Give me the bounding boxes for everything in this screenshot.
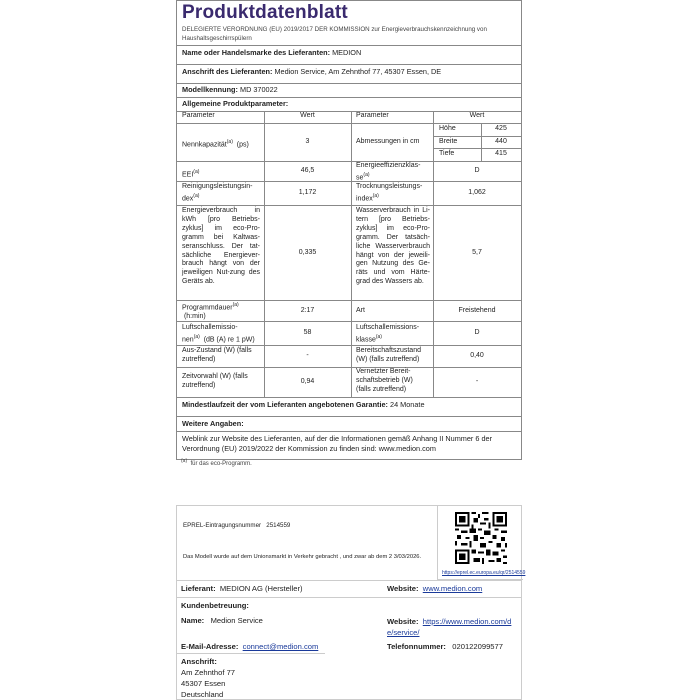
wasserverbrauch-label: Wasserverbrauch in Li-tern [pro Betriebs-zyklus] im eco-Pro-gramm. Der tatsäch-liche Wasserverbrauch hängt von der jeweili-gen Nutzung des Ge-räts und vom Härte-grad des Wassers ab. xyxy=(356,207,430,286)
website-line: Website: www.medion.com xyxy=(387,584,483,593)
aus-zustand-value: - xyxy=(306,352,309,359)
qr-panel xyxy=(437,506,526,580)
luftschallemissionen-value: 58 xyxy=(303,329,312,336)
luftschallemissionsklasse-label: Luftschallemissions- klasse$^{(a)}$ xyxy=(356,324,420,344)
bereitschaftszustand-value: 0,40 xyxy=(470,352,484,359)
luftschallemissionsklasse-value: D xyxy=(474,329,480,336)
garantie-label: Mindestlaufzeit der vom Lieferanten angebotenen Garantie: xyxy=(182,400,388,409)
vernetzter-bereitschaftsbetrieb-label: Vernetzter Bereit- schaftsbetrieb (W) (falls zutreffend) xyxy=(356,368,413,393)
lieferant-line: Lieferant: MEDION AG (Hersteller) xyxy=(181,584,303,593)
trocknungsleistungsindex-value: 1,062 xyxy=(468,189,486,196)
regulation-subtitle: DELEGIERTE VERORDNUNG (EU) 2019/2017 DER KOMMISSION zur Energieverbrauchskennzeichnung von Haushaltsgeschirrspülern xyxy=(182,26,487,42)
breite-label: Breite xyxy=(439,138,458,145)
vernetzter-bereitschaftsbetrieb-value: - xyxy=(475,378,479,385)
garantie-row xyxy=(177,397,521,416)
supplier-label: Name oder Handelsmarke des Lieferanten: xyxy=(182,48,331,57)
page-title: Produktdatenblatt xyxy=(182,2,348,23)
supplier-value: MEDION xyxy=(332,48,362,57)
luftschallemissionen-label: Luftschallemissio- nen$^{(a)}$ (dB (A) re 1 pW) xyxy=(182,324,255,344)
energieeffizienzklasse-value: D xyxy=(474,167,480,174)
programmdauer-value: 2:17 xyxy=(300,307,315,314)
model-row xyxy=(177,83,521,97)
email-line: E-Mail-Adresse: connect@medion.com xyxy=(181,642,319,651)
zeitvorwahl-value: 0,94 xyxy=(300,378,315,385)
programmdauer-label: Programmdauer$^{(a)}$ (h:min) xyxy=(182,302,239,321)
reinigungsleistungsindex-label: Reinigungsleistungsin- dex$^{(a)}$ xyxy=(182,183,253,203)
header-value-left: Wert xyxy=(300,112,315,119)
kundenbetreuung-heading: Kundenbetreuung: xyxy=(181,601,249,610)
tiefe-label: Tiefe xyxy=(439,150,455,157)
nennkapazitaet-value: 3 xyxy=(305,138,310,145)
bereitschaftszustand-label: Bereitschaftszustand (W) (falls zutreffend) xyxy=(356,347,421,363)
address-value: Medion Service, Am Zehnthof 77, 45307 Essen, DE xyxy=(274,67,442,76)
service-website-link-2[interactable]: e/service/ xyxy=(387,628,420,637)
address-label: Anschrift des Lieferanten: xyxy=(182,67,273,76)
weitere-angaben-row xyxy=(177,416,521,431)
weitere-angaben-heading: Weitere Angaben: xyxy=(182,419,244,428)
garantie-value: 24 Monate xyxy=(390,400,425,409)
weblink-text: Weblink zur Website des Lieferanten, auf der die Informationen gemäß Anhang II Nummer 6 der Verordnung (EU) 2019/2022 der Kommission zu finden sind: www.medion.com xyxy=(182,434,493,453)
footnote: $^{(a)}$ für das eco-Programm. xyxy=(181,458,252,467)
anschrift-address: Am Zehnthof 77 45307 Essen Deutschland xyxy=(181,668,236,699)
market-text: Das Modell wurde auf dem Unionsmarkt in Verkehr gebracht , und zwar ab dem 2 3/03/2026. xyxy=(183,554,422,560)
service-website-link-1[interactable]: https://www.medion.com/d xyxy=(422,617,512,626)
model-label: Modellkennung: xyxy=(182,85,238,94)
general-parameters-row xyxy=(177,97,521,111)
tiefe-value: 415 xyxy=(495,150,507,157)
aus-zustand-label: Aus-Zustand (W) (falls zutreffend) xyxy=(182,347,252,363)
name-line: Name: Medion Service xyxy=(181,616,263,625)
energieverbrauch-label: Energieverbrauch in kWh [pro Betriebs-zyklus] im eco-Pro-gramm bei Kaltwas-seranschluss. Der tat-sächliche Energiever-brauch hängt von der jeweiligen Nut-zung des Geräts ab. xyxy=(182,207,260,286)
reinigungsleistungsindex-value: 1,172 xyxy=(298,189,317,196)
weblink-row xyxy=(177,431,521,460)
eprel-line: EPREL-Eintragungsnummer 2514559 xyxy=(183,522,291,529)
email-link[interactable]: connect@medion.com xyxy=(242,642,319,651)
address-row xyxy=(177,64,521,83)
website-link[interactable]: www.medion.com xyxy=(422,584,483,593)
header-parameter-left: Parameter xyxy=(182,112,215,119)
supplier-card xyxy=(176,505,526,700)
abmessungen-label: Abmessungen in cm xyxy=(356,138,420,145)
supplier-row xyxy=(177,45,521,64)
header-value-right: Wert xyxy=(469,112,485,119)
general-parameters-heading: Allgemeine Produktparameter: xyxy=(182,99,289,108)
eei-label: EEI$^{(a)}$ xyxy=(182,169,200,179)
art-value: Freistehend xyxy=(458,307,496,314)
wasserverbrauch-value: 5,7 xyxy=(472,249,482,256)
breite-value: 440 xyxy=(495,138,507,145)
eei-value: 46,5 xyxy=(300,167,315,174)
zeitvorwahl-label: Zeitvorwahl (W) (falls zutreffend) xyxy=(182,373,248,389)
product-data-sheet xyxy=(176,0,522,460)
qr-code-icon xyxy=(455,512,507,564)
telefon-line: Telefonnummer: 020122099577 xyxy=(387,642,503,651)
trocknungsleistungsindex-label: Trocknungsleistungs- index$^{(a)}$ xyxy=(356,183,423,203)
service-website-line: Website: https://www.medion.com/d e/service/ xyxy=(387,617,512,637)
qr-url-link[interactable]: https://eprel.ec.europa.eu/qr/2514559 xyxy=(442,570,526,576)
energieverbrauch-value: 0,335 xyxy=(298,249,317,256)
header-parameter-right: Parameter xyxy=(356,112,389,119)
art-label: Art xyxy=(356,307,365,314)
nennkapazitaet-label: Nennkapazität$^{(a)}$ (ps) xyxy=(182,139,249,149)
hoehe-label: Höhe xyxy=(439,125,456,132)
hoehe-value: 425 xyxy=(495,125,507,132)
model-value: MD 370022 xyxy=(239,85,278,94)
energieeffizienzklasse-label: Energieeffizienzklas- $se^{(a)}$ xyxy=(356,162,421,182)
anschrift-heading: Anschrift: xyxy=(181,657,217,666)
